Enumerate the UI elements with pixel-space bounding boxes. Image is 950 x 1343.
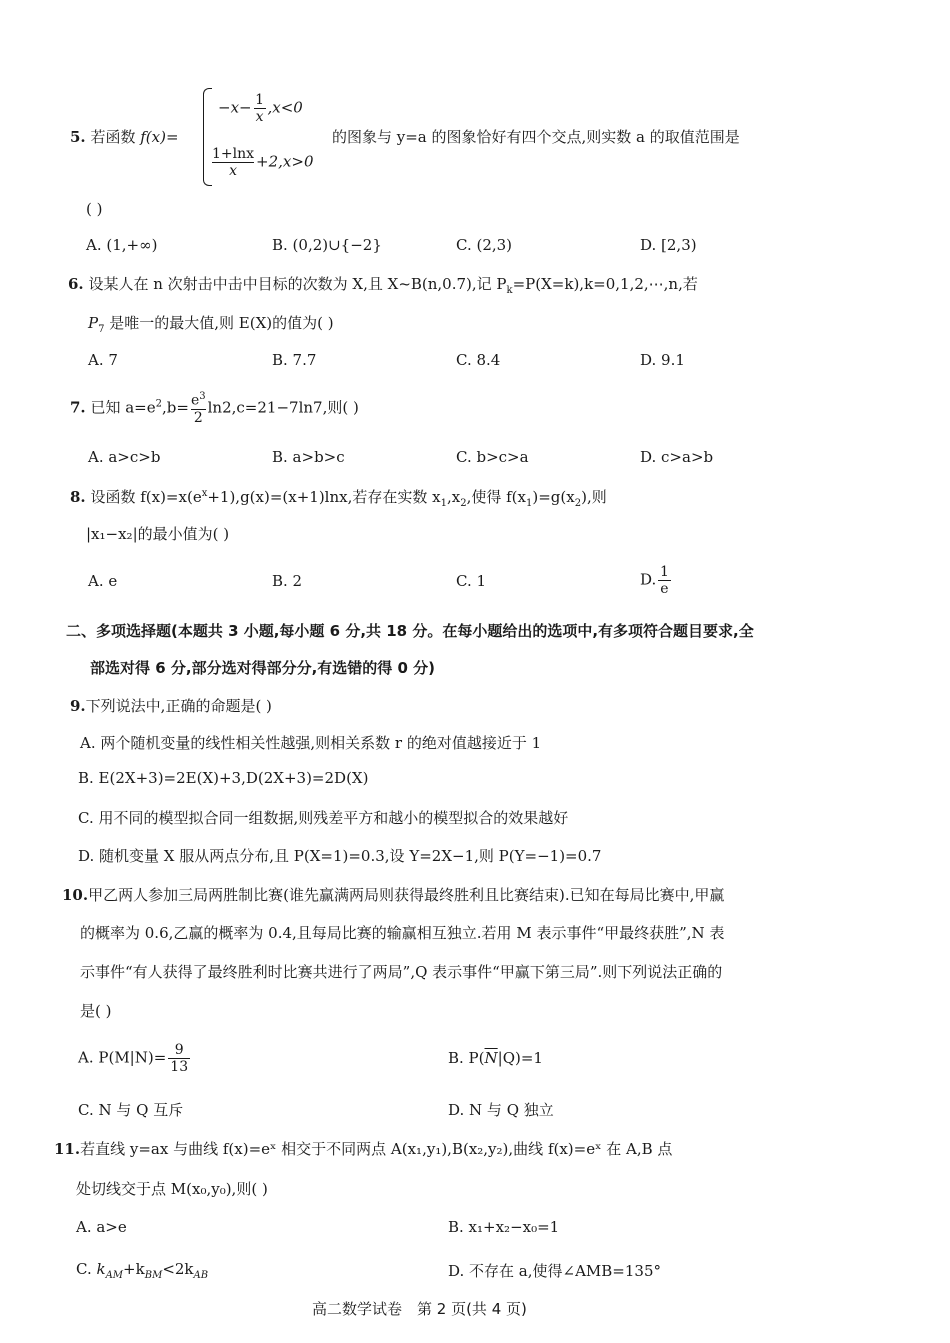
q5-case1-den: x: [255, 109, 264, 126]
q5-case1-a: −x−: [218, 98, 252, 117]
q8-option-c[interactable]: C. 1: [456, 572, 487, 590]
q7-frac-num: e: [190, 392, 200, 409]
q8-option-a[interactable]: A. e: [88, 572, 118, 590]
q11-c-k1: k: [96, 1260, 106, 1278]
q5-function: f(x)=: [140, 128, 179, 146]
q11-number: 11.: [54, 1140, 81, 1158]
q7-a: 已知 a=e: [90, 398, 156, 417]
q11-c-mid2: <2k: [162, 1260, 194, 1278]
q10-option-a-num: 9: [174, 1042, 184, 1058]
q10-line4: 是( ): [80, 1002, 112, 1020]
q11-option-a[interactable]: A. a>e: [76, 1218, 127, 1236]
q10-line3: 示事件“有人获得了最终胜利时比赛共进行了两局”,Q 表示事件“甲赢下第三局”.则下列说法正确的: [80, 963, 723, 981]
q9-option-a[interactable]: A. 两个随机变量的线性相关性越强,则相关系数 r 的绝对值越接近于 1: [80, 734, 542, 752]
q8-line1-a: 设函数 f(x)=x(e: [90, 488, 202, 506]
q10-option-b[interactable]: [448, 1049, 543, 1067]
q8-line1-f: ),则: [581, 488, 607, 506]
q8-line2: |x₁−x₂|的最小值为( ): [86, 525, 230, 543]
q10-option-d[interactable]: D. N 与 Q 独立: [448, 1101, 554, 1119]
q11-c-s2: BM: [144, 1270, 163, 1281]
q6-option-d[interactable]: D. 9.1: [640, 351, 685, 369]
q10-line2: 的概率为 0.6,乙赢的概率为 0.4,且每局比赛的输赢相互独立.若用 M 表示事件“甲最终获胜”,N 表: [80, 924, 725, 942]
q7-option-c[interactable]: C. b>c>a: [456, 448, 529, 466]
q10-number: 10.: [62, 886, 89, 904]
q11-c-s3: AB: [193, 1270, 209, 1281]
q6-line1-b: =P(X=k),k=0,1,2,⋯,n,若: [512, 275, 698, 293]
q5-case1-frac: [254, 92, 266, 125]
q6-line1-sub: k: [506, 285, 513, 296]
q6-option-b[interactable]: B. 7.7: [272, 351, 317, 369]
q11-option-d[interactable]: D. 不存在 a,使得∠AMB=135°: [448, 1262, 661, 1280]
q8-sub3: 1: [526, 498, 533, 509]
q8-line1-sup: x: [201, 488, 208, 499]
q10-option-a-den: 13: [170, 1059, 189, 1076]
q8-line1-e: )=g(x: [532, 488, 575, 506]
q8-line1-d: ,使得 f(x: [466, 488, 526, 506]
q8-line1-b: +1),g(x)=(x+1)lnx,若存在实数 x: [207, 488, 441, 506]
q7-stem: [70, 391, 359, 426]
q8-sub2: 2: [460, 498, 467, 509]
q8-option-d-label: D.: [640, 570, 657, 589]
q7-option-a[interactable]: A. a>c>b: [88, 448, 161, 466]
q7-option-d[interactable]: D. c>a>b: [640, 448, 714, 466]
page-footer: 高二数学试卷 第 2 页(共 4 页): [312, 1300, 527, 1318]
q10-option-a[interactable]: [78, 1042, 192, 1075]
q11-line1: [54, 1138, 672, 1159]
q9-option-b[interactable]: B. E(2X+3)=2E(X)+3,D(2X+3)=2D(X): [78, 769, 369, 787]
q9-stem: [70, 695, 272, 716]
q8-option-d[interactable]: [640, 564, 673, 597]
q11-c-s1: AM: [105, 1270, 124, 1281]
q5-case2-den: x: [212, 162, 254, 179]
q5-case2-num: 1+lnx: [212, 146, 255, 162]
q8-option-d-num: 1: [659, 564, 669, 580]
q10-line1: [62, 884, 724, 905]
q6-line2-b: 是唯一的最大值,则 E(X)的值为( ): [104, 314, 334, 332]
q7-frac: [191, 391, 206, 426]
q6-option-c[interactable]: C. 8.4: [456, 351, 501, 369]
q11-line2: 处切线交于点 M(x₀,y₀),则( ): [76, 1180, 268, 1198]
q10-option-b-bar: $\overline{N}$: [484, 1049, 498, 1067]
q9-number: 9.: [70, 697, 86, 715]
q7-frac-den: 2: [191, 409, 206, 426]
q6-line2-sub: 7: [98, 324, 105, 335]
q7-b: ,b=: [162, 398, 189, 417]
q5-answer-paren: ( ): [86, 200, 103, 218]
q5-lead-text: 若函数: [90, 128, 136, 146]
q10-option-a-text: A. P(M|N)=: [78, 1048, 167, 1067]
q7-option-b[interactable]: B. a>b>c: [272, 448, 345, 466]
q5-case2-frac: [212, 146, 254, 179]
q10-option-b-pre: B. P(: [448, 1049, 485, 1067]
q11-option-b[interactable]: B. x₁+x₂−x₀=1: [448, 1218, 560, 1236]
q10-line1-text: 甲乙两人参加三局两胜制比赛(谁先赢满两局则获得最终胜利且比赛结束).已知在每局比赛中,甲赢: [88, 886, 725, 904]
q11-line1-text: 若直线 y=ax 与曲线 f(x)=eˣ 相交于不同两点 A(x₁,y₁),B(x₂,y₂),曲线 f(x)=eˣ 在 A,B 点: [80, 1140, 673, 1158]
q5-option-d[interactable]: D. [2,3): [640, 236, 697, 254]
q8-option-d-frac: [658, 564, 670, 597]
q7-number: 7.: [70, 398, 86, 417]
q5-lead: [70, 126, 179, 147]
q9-stem-text: 下列说法中,正确的命题是( ): [85, 697, 272, 715]
q7-a-sup: 2: [155, 398, 162, 410]
q6-option-a[interactable]: A. 7: [88, 351, 118, 369]
q8-option-d-den: e: [660, 581, 669, 598]
q9-option-c[interactable]: C. 用不同的模型拟合同一组数据,则残差平方和越小的模型拟合的效果越好: [78, 809, 569, 827]
q8-line1-c: ,x: [446, 488, 461, 506]
q5-number: 5.: [70, 128, 86, 146]
section2-heading-line1: 二、多项选择题(本题共 3 小题,每小题 6 分,共 18 分。在每小题给出的选项中,有多项符合题目要求,全: [66, 622, 754, 640]
q7-c: ln2,c=21−7ln7,则( ): [207, 398, 359, 417]
q6-line2-a: P: [88, 314, 99, 332]
q11-option-c-text: C.: [76, 1260, 97, 1278]
q8-number: 8.: [70, 488, 86, 506]
q5-case2-tail: +2,x>0: [256, 152, 314, 171]
q6-line2: [88, 312, 334, 335]
q7-frac-num-sup: 3: [199, 391, 206, 402]
q8-sub4: 2: [574, 498, 582, 509]
q5-option-a[interactable]: A. (1,+∞): [86, 236, 158, 254]
section2-heading-line2: 部选对得 6 分,部分选对得部分分,有选错的得 0 分): [90, 659, 436, 677]
q5-case1-num: 1: [255, 92, 265, 108]
q8-line1: [70, 486, 607, 509]
q10-option-b-post: |Q)=1: [497, 1049, 543, 1067]
q6-number: 6.: [68, 275, 84, 293]
q5-case2: [210, 146, 313, 179]
q9-option-d[interactable]: D. 随机变量 X 服从两点分布,且 P(X=1)=0.3,设 Y=2X−1,则 P(Y=−1)=0.7: [78, 847, 602, 865]
q8-option-b[interactable]: B. 2: [272, 572, 303, 590]
q11-c-mid: +k: [123, 1260, 145, 1278]
q5-option-c[interactable]: C. (2,3): [456, 236, 513, 254]
q5-option-b[interactable]: B. (0,2)∪{−2}: [272, 236, 382, 254]
q6-line1-a: 设某人在 n 次射击中击中目标的次数为 X,且 X~B(n,0.7),记 P: [88, 275, 507, 293]
q10-option-c[interactable]: C. N 与 Q 互斥: [78, 1101, 184, 1119]
q5-case1: [218, 92, 303, 125]
q8-sub1: 1: [440, 498, 447, 509]
q11-option-c[interactable]: [76, 1260, 208, 1281]
q5-tail: 的图象与 y=a 的图象恰好有四个交点,则实数 a 的取值范围是: [332, 128, 740, 146]
q6-line1: [68, 273, 698, 296]
q5-case1-cond: ,x<0: [267, 98, 303, 117]
q10-option-a-frac: [168, 1042, 190, 1075]
